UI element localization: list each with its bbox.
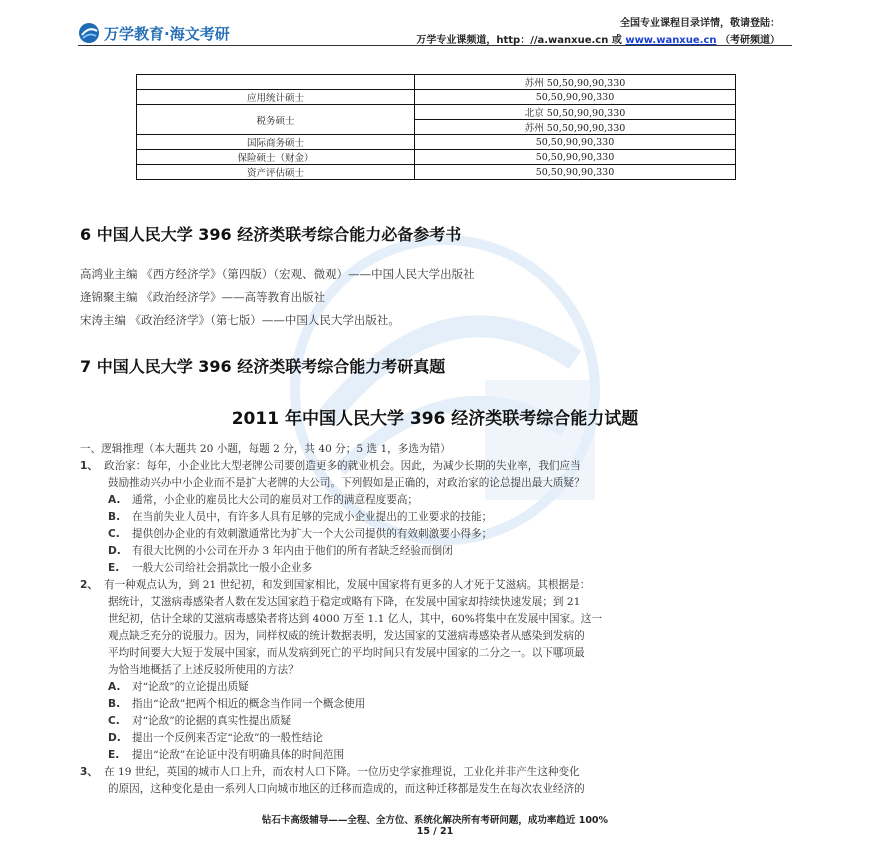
option-text: 提出一个反例来否定“论敌”的一般性结论 (132, 732, 323, 744)
table-cell-value: 50,50,90,90,330 (415, 150, 736, 165)
option-text: 一般大公司给社会捐款比一般小企业多 (132, 562, 313, 574)
option-letter: E. (108, 749, 120, 761)
question-3 (80, 764, 790, 781)
question-number: 2、 (80, 579, 98, 591)
option-text: 对“论敌”的立论提出质疑 (132, 681, 249, 693)
question-text: 有一种观点认为，到 21 世纪初，和发到国家相比，发展中国家将有更多的人才死于艾滋病。其根据是： (104, 579, 591, 591)
question-text-cont: 观点缺乏充分的说服力。因为，同样权威的统计数据表明，发达国家的艾滋病毒感染者从感染到发病的 (108, 630, 585, 642)
option-d (108, 730, 323, 747)
option-a (108, 492, 418, 509)
wanxue-link[interactable]: www.wanxue.cn (625, 35, 717, 46)
option-letter: B. (108, 511, 121, 523)
question-text-cont: 平均时间要大大短于发展中国家，而从发病到死亡的平均时间只有发展中国家的二分之一。以下哪项最 (108, 647, 585, 659)
globe-logo-icon (78, 22, 100, 44)
header-links-suffix: （考研频道） (720, 35, 780, 46)
question-text-cont: 世纪初，估计全球的艾滋病毒感染者将达到 4000 万至 1.1 亿人，其中，60%将集中在发展中国家。这一 (108, 613, 602, 625)
option-letter: B. (108, 698, 121, 710)
table-row (137, 165, 736, 180)
question-text-cont: 鼓励推动兴办中小企业而不是扩大老牌的大公司。下列假如是正确的，对政治家的论总提出最大质疑？ (108, 477, 585, 489)
option-text: 提供创办企业的有效刺激通常比为扩大一个大公司提供的有效刺激要小得多； (132, 528, 493, 540)
table-cell-name (137, 75, 415, 90)
page-number: 15 / 21 (416, 826, 454, 837)
option-c (108, 526, 492, 543)
table-cell-name: 国际商务硕士 (137, 135, 415, 150)
table-cell-name: 保险硕士（财金） (137, 150, 415, 165)
table-row (137, 90, 736, 105)
option-text: 在当前失业人员中，有许多人具有足够的完成小企业提出的工业要求的技能； (132, 511, 493, 523)
option-letter: A. (108, 681, 121, 693)
option-text: 对“论敌”的论据的真实性提出质疑 (132, 715, 292, 727)
tuition-table (136, 74, 736, 180)
option-letter: D. (108, 732, 121, 744)
table-cell-value: 苏州 50,50,90,90,330 (415, 75, 736, 90)
table-cell-value: 50,50,90,90,330 (415, 90, 736, 105)
reference-book: 高鸿业主编 《西方经济学》（第四版）（宏观、微观）——中国人民大学出版社 (80, 267, 475, 281)
question-number: 1、 (80, 460, 98, 472)
option-letter: A. (108, 494, 121, 506)
question-text-cont: 的原因，这种变化是由一系列人口向城市地区的迁移而造成的，而这种迁移都是发生在每次农业经济的 (108, 783, 585, 795)
reference-book: 逄锦聚主编 《政治经济学》——高等教育出版社 (80, 290, 326, 304)
table-row (137, 105, 736, 120)
table-cell-name: 资产评估硕士 (137, 165, 415, 180)
logo-text: 万学教育·海文考研 (104, 24, 230, 43)
header-links-prefix: 万学专业课频道，http：//a.wanxue.cn 或 (416, 35, 622, 46)
exam-title: 2011 年中国人民大学 396 经济类联考综合能力试题 (231, 409, 639, 429)
question-text: 在 19 世纪，英国的城市人口上升，而农村人口下降。一位历史学家推理说，工业化并非产生这种变化 (104, 766, 580, 778)
section-6-heading: 6 中国人民大学 396 经济类联考综合能力必备参考书 (80, 225, 462, 244)
table-cell-name: 应用统计硕士 (137, 90, 415, 105)
option-text: 指出“论敌”把两个相近的概念当作同一个概念使用 (132, 698, 366, 710)
question-text-cont: 据统计，艾滋病毒感染者人数在发达国家趋于稳定或略有下降，在发展中国家却持续快速发展；到 21 (108, 596, 581, 608)
footer-slogan: 钻石卡高级辅导——全程、全方位、系统化解决所有考研问题，成功率趋近 100% (261, 815, 609, 826)
page-header (0, 0, 870, 46)
option-text: 通常，小企业的雇员比大公司的雇员对工作的满意程度要高； (132, 494, 419, 506)
table-row (137, 75, 736, 90)
question-1 (80, 458, 790, 475)
option-letter: D. (108, 545, 121, 557)
option-d (108, 543, 453, 560)
brand-logo[interactable] (78, 22, 230, 44)
option-letter: C. (108, 528, 120, 540)
part-1-heading: 一、逻辑推理（本大题共 20 小题，每题 2 分，共 40 分；5 选 1，多选为错） (80, 443, 451, 455)
header-divider (78, 45, 792, 46)
table-cell-value: 50,50,90,90,330 (415, 165, 736, 180)
option-letter: E. (108, 562, 120, 574)
option-e (108, 747, 344, 764)
table-row (137, 135, 736, 150)
question-number: 3、 (80, 766, 98, 778)
question-2 (80, 577, 790, 594)
table-row (137, 150, 736, 165)
header-links (416, 31, 780, 46)
table-cell-name: 税务硕士 (137, 105, 415, 135)
question-text-cont: 为恰当地概括了上述反驳所使用的方法？ (108, 664, 299, 676)
option-b (108, 509, 492, 526)
header-notice: 全国专业课程目录详情，敬请登陆： (620, 18, 780, 29)
table-cell-value: 苏州 50,50,90,90,330 (415, 120, 736, 135)
question-text: 政治家：每年，小企业比大型老牌公司要创造更多的就业机会。因此，为减少长期的失业率，我们应当 (104, 460, 581, 472)
option-text: 有很大比例的小公司在开办 3 年内由于他们的所有者缺乏经验而倒闭 (132, 545, 453, 557)
option-c (108, 713, 291, 730)
option-letter: C. (108, 715, 120, 727)
option-text: 提出“论敌”在论证中没有明确具体的时间范围 (132, 749, 345, 761)
table-cell-value: 北京 50,50,90,90,330 (415, 105, 736, 120)
reference-book: 宋涛主编 《政治经济学》（第七版）——中国人民大学出版社。 (80, 313, 400, 327)
option-a (108, 679, 249, 696)
section-7-heading: 7 中国人民大学 396 经济类联考综合能力考研真题 (80, 357, 446, 376)
option-b (108, 696, 365, 713)
option-e (108, 560, 312, 577)
table-cell-value: 50,50,90,90,330 (415, 135, 736, 150)
